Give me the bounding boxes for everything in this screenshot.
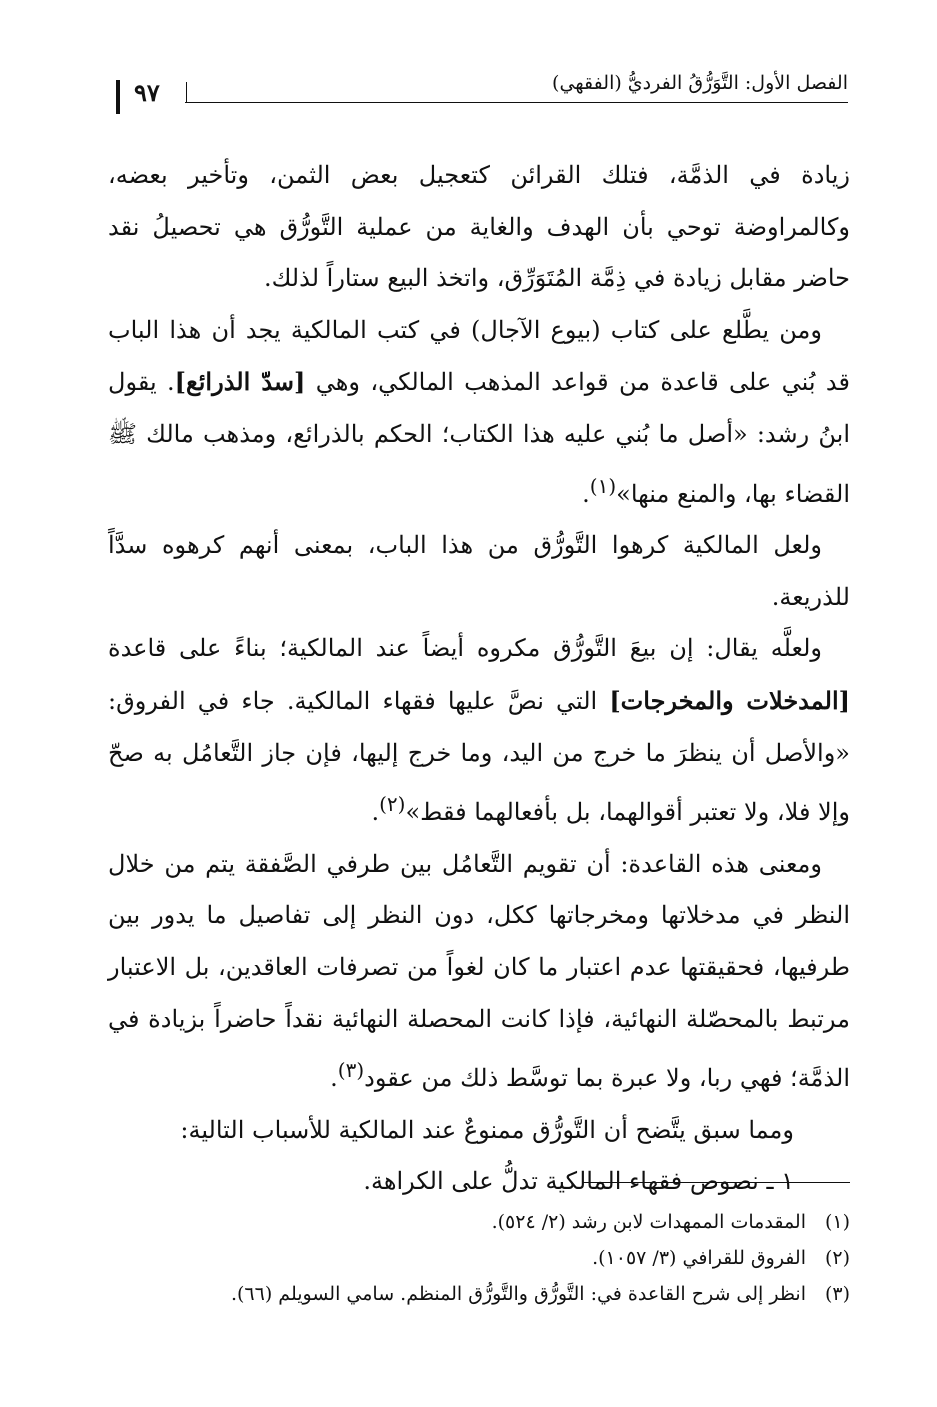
footnote-2-text: الفروق للقرافي (٣/ ١٠٥٧). bbox=[592, 1247, 806, 1269]
footnote-ref-3[interactable]: (٣) bbox=[337, 1058, 365, 1083]
footnote-3-text: انظر إلى شرح القاعدة في: التَّورُّق والتَّورُّق المنظم. سامي السويلم (٦٦). bbox=[230, 1283, 806, 1305]
footnote-2 bbox=[150, 1240, 850, 1276]
footnote-ref-2[interactable]: (٢) bbox=[379, 792, 406, 817]
paragraph-6: ومما سبق يتَّضح أن التَّورُّق ممنوعٌ عند المالكية للأسباب التالية: bbox=[180, 1115, 794, 1144]
paragraph-5-text: ومعنى هذه القاعدة: أن تقويم التَّعامُل بين طرفي الصَّفقة يتم من خلال النظر في مدخلاتها ومخرجاتها ككل، دون النظر إلى تفاصيل ما يدور بين طرفيها، فحقيقتها عدم اعتبار ما كان لغواً من تصرفات العاقدين، بل الاعتبار مرتبط بالمحصّلة النهائية، فإذا كانت المحصلة النهائية نقداً حاضراً بزيادة في الذمَّة؛ فهي ربا، ولا عبرة بما توسَّط ذلك من عقود bbox=[108, 849, 850, 1093]
chapter-title: الفصل الأول: التَّوَرُّقُ الفرديُّ (الفقهي) bbox=[552, 72, 848, 94]
footnote-2-number: (٢) bbox=[824, 1247, 850, 1269]
footnote-1-number: (١) bbox=[824, 1211, 850, 1233]
footnote-ref-1[interactable]: (١) bbox=[589, 473, 617, 498]
paragraph-2-end: . bbox=[582, 479, 590, 508]
paragraph-2-text-a: ومن يطَّلع على كتاب (بيوع الآجال) في كتب المالكية يجد أن هذا الباب قد بُني على قاعدة من قواعد المذهب المالكي، وهي bbox=[108, 315, 850, 397]
paragraph-2-text-b: . يقول ابنُ رشد: «أصل ما بُني عليه هذا الكتاب؛ الحكم بالذرائع، ومذهب مالك ﷺ القضاء بها، والمنع منها» bbox=[108, 368, 850, 508]
paragraph-4-bold-term: [المدخلات والمخرجات] bbox=[609, 685, 850, 715]
paragraph-4 bbox=[108, 623, 850, 838]
paragraph-5-end: . bbox=[330, 1064, 338, 1093]
footnote-3-number: (٣) bbox=[824, 1283, 850, 1305]
header-divider-tick bbox=[186, 82, 187, 103]
header-rule bbox=[185, 102, 848, 103]
paragraph-1: زيادة في الذمَّة، فتلك القرائن كتعجيل بعض الثمن، وتأخير بعضه، وكالمراوضة توحي بأن الهدف والغاية من عملية التَّورُّق هي تحصيلُ نقد حاضر مقابل زيادة في ذِمَّة المُتَوَرِّق، واتخذ البيع ستاراً لذلك. bbox=[108, 161, 850, 293]
footnote-1-text: المقدمات الممهدات لابن رشد (٢/ ٥٢٤). bbox=[491, 1211, 806, 1233]
paragraph-2-bold-term: [سدّ الذرائع] bbox=[174, 367, 306, 397]
main-text bbox=[108, 150, 850, 1208]
paragraph-4-text-a: ولعلَّه يقال: إن بيعَ التَّورُّق مكروه أيضاً عند المالكية؛ بناءً على قاعدة bbox=[108, 634, 822, 663]
footnotes bbox=[150, 1204, 850, 1312]
paragraph-2 bbox=[108, 305, 850, 520]
footnote-1 bbox=[150, 1204, 850, 1240]
footnote-3 bbox=[150, 1276, 850, 1312]
paragraph-4-text-b: التي نصَّ عليها فقهاء المالكية. جاء في الفروق: «والأصل أن ينظرَ ما خرج من اليد، وما خرج إليها، فإن جاز التَّعامُل به صحّ وإلا فلا، ولا تعتبر أقوالهما، بل بأفعالهما فقط» bbox=[108, 686, 850, 827]
running-header bbox=[110, 68, 848, 118]
paragraph-3: ولعل المالكية كرهوا التَّورُّق من هذا الباب، بمعنى أنهم كرهوه سدَّاً للذريعة. bbox=[108, 531, 850, 611]
page-number: ٩٧ bbox=[134, 78, 160, 107]
list-item-1: ١ ـ نصوص فقهاء المالكية تدلُّ على الكراهة. bbox=[363, 1167, 794, 1196]
paragraph-4-end: . bbox=[371, 798, 380, 827]
footnote-separator bbox=[583, 1182, 850, 1183]
header-bar bbox=[116, 80, 120, 114]
paragraph-5 bbox=[108, 839, 850, 1105]
